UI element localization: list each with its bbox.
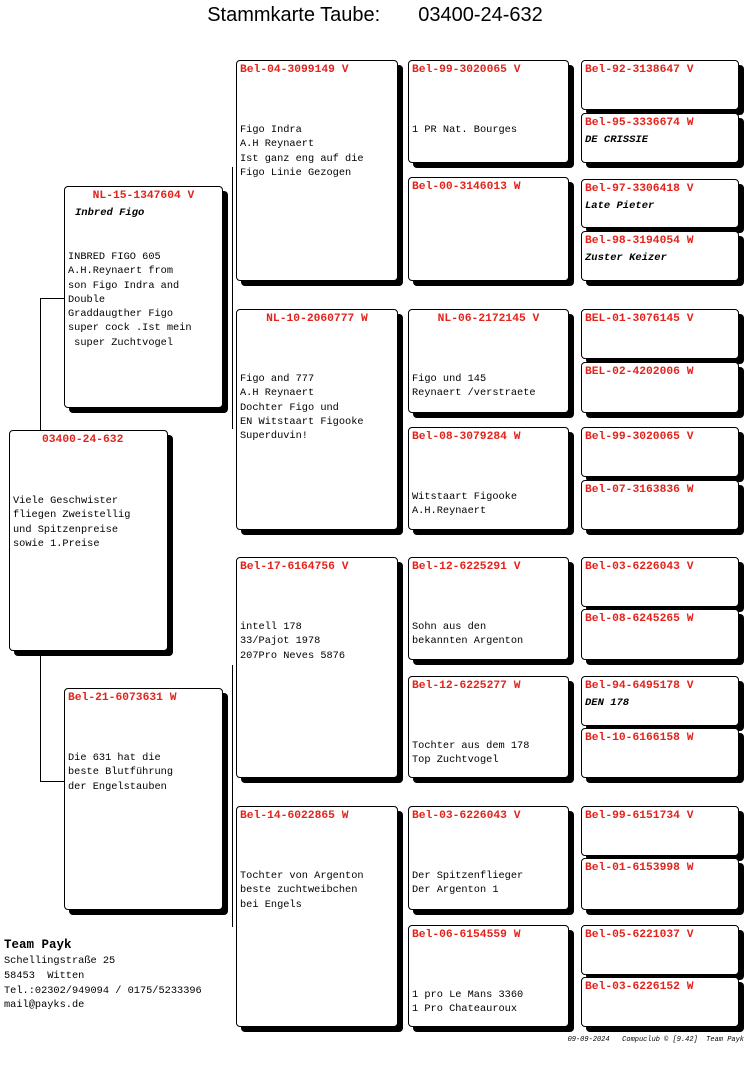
card-notes: Figo and 777 A.H Reynaert Dochter Figo und EN Witstaart Figooke Superduvin! xyxy=(240,373,364,443)
ring-number: Bel-12-6225291 V xyxy=(412,561,521,573)
team-phone: Tel.:02302/949094 / 0175/5233396 xyxy=(4,984,202,997)
ring-number: Bel-98-3194054 W xyxy=(585,235,694,247)
ring-number: Bel-97-3306418 V xyxy=(585,183,694,195)
pedigree-card-gen5[interactable] xyxy=(581,925,739,975)
pedigree-card-gen3[interactable] xyxy=(236,557,398,778)
ring-number: Bel-01-6153998 W xyxy=(585,862,694,874)
card-notes: INBRED FIGO 605 A.H.Reynaert from son Figo Indra and Double Graddaugther Figo super cock .Ist mein super Zuchtvogel xyxy=(68,251,192,349)
ring-number: Bel-06-6154559 W xyxy=(412,929,521,941)
ring-number: Bel-10-6166158 W xyxy=(585,732,694,744)
pedigree-card-gen5[interactable] xyxy=(581,179,739,228)
ring-number: NL-06-2172145 V xyxy=(437,313,540,325)
card-notes: 1 PR Nat. Bourges xyxy=(412,124,518,136)
ring-number: Bel-08-6245265 W xyxy=(585,613,694,625)
card-notes: Figo und 145 Reynaert /verstraete xyxy=(412,373,536,400)
pedigree-card-gen4[interactable] xyxy=(408,177,569,281)
team-name: Team Payk xyxy=(4,938,72,952)
ring-number: BEL-01-3076145 V xyxy=(585,313,694,325)
title-label: Stammkarte Taube: xyxy=(207,4,381,26)
pedigree-card-subject[interactable] xyxy=(9,430,168,651)
ring-number: Bel-94-6495178 V xyxy=(585,680,694,692)
connector-gen1-top xyxy=(40,298,66,299)
pigeon-name: Late Pieter xyxy=(585,200,655,212)
ring-number: Bel-12-6225277 W xyxy=(412,680,521,692)
card-notes: Viele Geschwister fliegen Zweistellig und Spitzenpreise sowie 1.Preise xyxy=(13,495,131,550)
pedigree-card-father[interactable] xyxy=(64,186,223,408)
pigeon-name: Zuster Keizer xyxy=(585,252,667,264)
card-notes: Witstaart Figooke A.H.Reynaert xyxy=(412,491,518,518)
ring-number: Bel-03-6226152 W xyxy=(585,981,694,993)
pedigree-card-gen4[interactable] xyxy=(408,309,569,413)
team-street: Schellingstraße 25 xyxy=(4,955,116,967)
connector-gen2b xyxy=(232,665,233,927)
pedigree-card-gen5[interactable] xyxy=(581,676,739,726)
ring-number: Bel-03-6226043 V xyxy=(585,561,694,573)
pedigree-card-gen4[interactable] xyxy=(408,427,569,530)
ring-number: Bel-99-6151734 V xyxy=(585,810,694,822)
ring-number: Bel-07-3163836 W xyxy=(585,484,694,496)
card-notes: Tochter von Argenton beste zuchtweibchen bei Engels xyxy=(240,870,364,911)
card-notes: Der Spitzenflieger Der Argenton 1 xyxy=(412,870,524,897)
ring-number: Bel-17-6164756 V xyxy=(240,561,349,573)
pedigree-card-gen5[interactable] xyxy=(581,858,739,910)
pedigree-card-gen4[interactable] xyxy=(408,806,569,910)
card-notes: Tochter aus dem 178 Top Zuchtvogel xyxy=(412,740,530,767)
pedigree-card-gen4[interactable] xyxy=(408,925,569,1027)
pedigree-card-mother[interactable] xyxy=(64,688,223,910)
pedigree-card-gen5[interactable] xyxy=(581,113,739,163)
pigeon-name: DE CRISSIE xyxy=(585,134,649,146)
ring-number: Bel-04-3099149 V xyxy=(240,64,349,76)
ring-number: Bel-05-6221037 V xyxy=(585,929,694,941)
pedigree-card-gen5[interactable] xyxy=(581,977,739,1027)
pedigree-card-gen3[interactable] xyxy=(236,806,398,1027)
pedigree-card-gen5[interactable] xyxy=(581,60,739,110)
pedigree-card-gen5[interactable] xyxy=(581,609,739,660)
card-notes: Sohn aus den bekannten Argenton xyxy=(412,621,524,648)
footer-credit: 09-09-2024 Compuclub © [9.42] Team Payk xyxy=(567,1036,744,1044)
pedigree-card-gen3[interactable] xyxy=(236,309,398,530)
ring-number: Bel-03-6226043 V xyxy=(412,810,521,822)
ring-number: Bel-99-3020065 V xyxy=(585,431,694,443)
team-mail: mail@payks.de xyxy=(4,999,85,1012)
card-notes: 1 pro Le Mans 3360 1 Pro Chateauroux xyxy=(412,989,524,1016)
pedigree-card-gen5[interactable] xyxy=(581,728,739,778)
page-title xyxy=(0,4,750,27)
pedigree-card-gen4[interactable] xyxy=(408,676,569,778)
ring-number: Bel-21-6073631 W xyxy=(68,692,177,704)
pedigree-card-gen5[interactable] xyxy=(581,309,739,359)
ring-number: Bel-92-3138647 V xyxy=(585,64,694,76)
pedigree-card-gen5[interactable] xyxy=(581,480,739,530)
title-ring: 03400-24-632 xyxy=(418,4,543,26)
ring-number: 03400-24-632 xyxy=(42,434,124,446)
pedigree-card-gen5[interactable] xyxy=(581,427,739,477)
ring-number: Bel-95-3336674 W xyxy=(585,117,694,129)
team-info xyxy=(4,936,202,1013)
card-notes: Die 631 hat die beste Blutführung der Engelstauben xyxy=(68,752,174,793)
ring-number: Bel-99-3020065 V xyxy=(412,64,521,76)
ring-number: Bel-00-3146013 W xyxy=(412,181,521,193)
ring-number: Bel-08-3079284 W xyxy=(412,431,521,443)
ring-number: NL-15-1347604 V xyxy=(92,190,195,202)
pedigree-card-gen4[interactable] xyxy=(408,557,569,660)
connector-gen1-bottom xyxy=(40,781,66,782)
pedigree-card-gen5[interactable] xyxy=(581,557,739,607)
card-notes: intell 178 33/Pajot 1978 207Pro Neves 5876 xyxy=(240,621,346,662)
ring-number: NL-10-2060777 W xyxy=(266,313,368,325)
ring-number: Bel-14-6022865 W xyxy=(240,810,349,822)
ring-number: BEL-02-4202006 W xyxy=(585,366,694,378)
connector-gen2a xyxy=(232,167,233,429)
card-notes: Figo Indra A.H Reynaert Ist ganz eng auf die Figo Linie Gezogen xyxy=(240,124,364,179)
team-city: 58453 Witten xyxy=(4,969,85,982)
pigeon-name: Inbred Figo xyxy=(75,207,145,219)
pedigree-card-gen5[interactable] xyxy=(581,806,739,856)
pedigree-card-gen5[interactable] xyxy=(581,362,739,413)
pedigree-card-gen3[interactable] xyxy=(236,60,398,281)
pigeon-name: DEN 178 xyxy=(585,697,630,709)
pedigree-card-gen4[interactable] xyxy=(408,60,569,163)
pedigree-card-gen5[interactable] xyxy=(581,231,739,281)
